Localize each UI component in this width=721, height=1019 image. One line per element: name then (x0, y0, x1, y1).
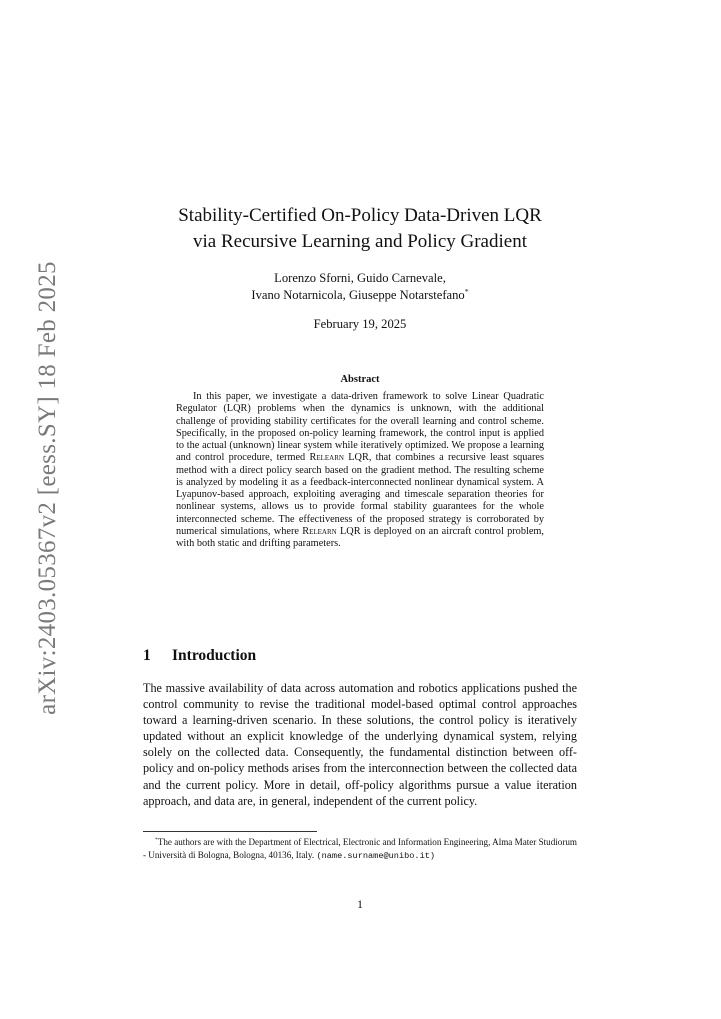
abstract-text-1: In this paper, we investigate a data-driven framework to solve Linear Quadratic Regulator (LQR) problems when the dynamics is unknown, with the additional challenge of providing stability certificates for the overall learning and control scheme. Specifically, in the proposed on-policy learning framework, the control input is applied to the actual (unknown) linear system while iteratively optimized. We propose a learning and control procedure, termed (176, 391, 544, 464)
abstract-text-2: LQR, that combines a recursive least squares method with a direct policy search based on the gradient method. The resulting scheme is analyzed by modeling it as a feedback-interconnected nonlinear dynamical system. A Lyapunov-based approach, exploiting averaging and timescale separation theories for nonlinear systems, allows us to provide formal stability guarantees for the whole interconnected scheme. The effectiveness of the proposed strategy is corroborated by numerical simulations, where (176, 452, 544, 537)
abstract-heading: Abstract (340, 374, 380, 385)
abstract-paragraph (176, 391, 544, 550)
paper-title (143, 203, 577, 255)
author-footnote-marker[interactable]: * (464, 286, 469, 296)
title-line-2: via Recursive Learning and Policy Gradient (193, 231, 527, 252)
title-line-1: Stability-Certified On-Policy Data-Driven LQR (178, 205, 542, 226)
footnote-marker: * (155, 836, 158, 843)
method-name: Relearn (302, 525, 337, 537)
section-title: Introduction (172, 647, 257, 664)
footnote-divider (143, 831, 317, 832)
introduction-paragraph: The massive availability of data across automation and robotics applications pushed the control community to revise the traditional model-based optimal control approaches toward a learning-driven scenario. In these solutions, the control policy is iteratively updated without an explicit knowledge of the underlying dynamical system, relying solely on the collected data. Consequently, the fundamental distinction between off-policy and on-policy methods arises from the interconnection between the collected data and the current policy. More in detail, off-policy algorithms pursue a value iteration approach, and data are, in general, independent of the current policy. (143, 681, 577, 808)
section-number: 1 (143, 647, 151, 664)
section-heading (143, 647, 256, 665)
authors-line-2-text: Ivano Notarnicola, Giuseppe Notarstefano (251, 288, 465, 302)
authors-line-1: Lorenzo Sforni, Guido Carnevale, (274, 271, 446, 285)
author-list (143, 270, 577, 304)
introduction-body (143, 680, 577, 809)
arxiv-identifier: arXiv:2403.05367v2 [eess.SY] 18 Feb 2025 (34, 261, 61, 715)
footnote-paragraph (143, 836, 577, 862)
abstract-text-3: LQR is deployed on an aircraft control problem, with both static and drifting parameters. (176, 525, 544, 549)
footnote (143, 836, 577, 862)
abstract-body (176, 391, 544, 550)
footnote-text: The authors are with the Department of Electrical, Electronic and Information Engineering, Alma Mater Studiorum - Università di Bologna, Bologna, 40136, Italy. (143, 837, 577, 860)
page-number: 1 (357, 897, 363, 911)
publication-date: February 19, 2025 (313, 317, 407, 331)
authors-line-2 (143, 287, 577, 304)
method-name: Relearn (309, 452, 344, 464)
footnote-email[interactable]: (name.surname@unibo.it) (316, 850, 436, 861)
